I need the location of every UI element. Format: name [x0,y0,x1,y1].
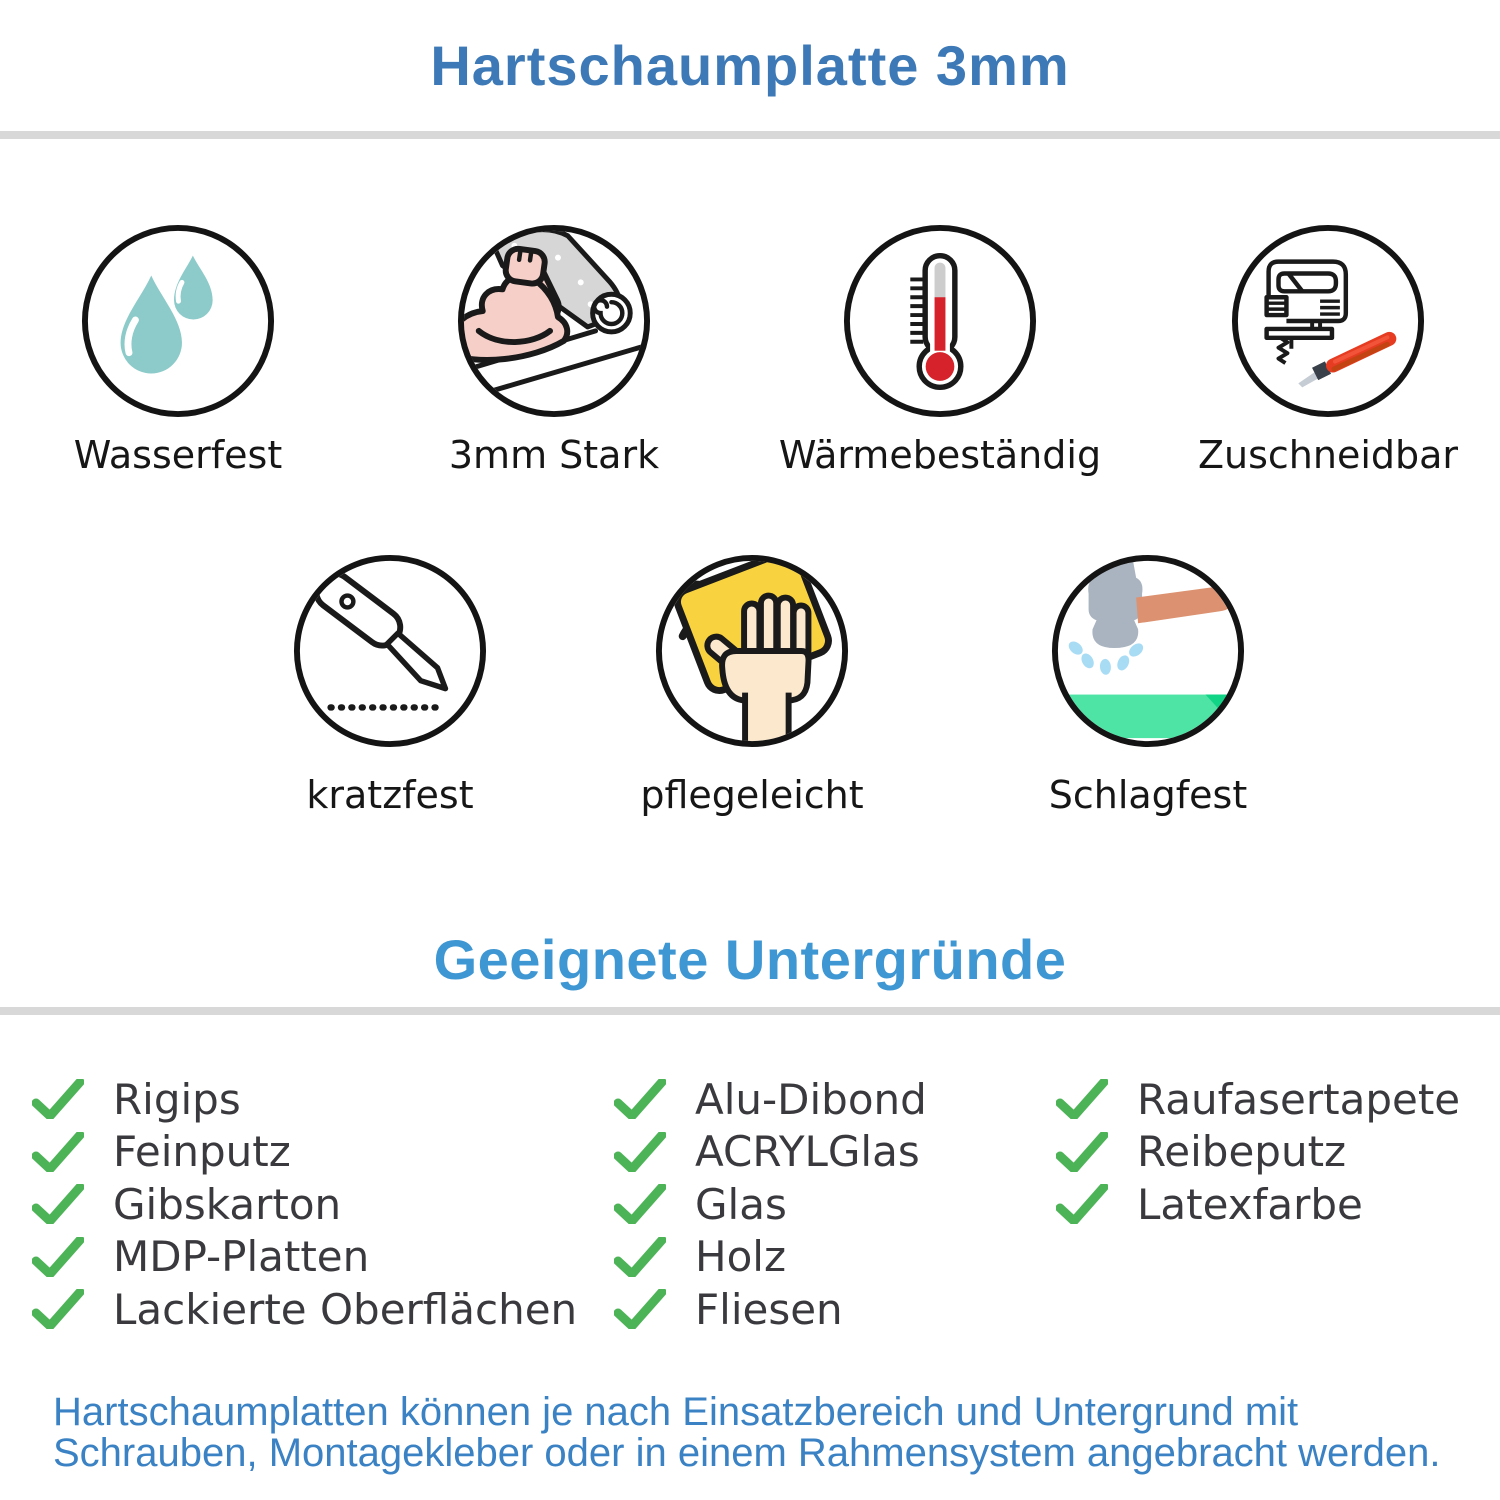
list-item [32,1283,577,1336]
substrate-column-3 [1056,1073,1460,1231]
list-item-label: Fliesen [695,1284,843,1334]
check-icon [1056,1184,1108,1224]
check-icon [1056,1079,1108,1119]
check-icon [32,1237,84,1277]
muscle-arm-icon [455,222,653,420]
list-item-label: Reibeputz [1137,1127,1347,1177]
list-item-label: Feinputz [113,1127,291,1177]
utility-knife-icon [291,552,489,750]
feature-label: kratzfest [306,773,474,817]
divider-top [0,131,1500,139]
cleaning-hand-icon [653,552,851,750]
thermometer-icon [841,222,1039,420]
list-item-label: Glas [695,1179,787,1229]
list-item-label: Alu-Dibond [695,1074,927,1124]
check-icon [614,1132,666,1172]
list-item [32,1126,577,1179]
list-item-label: MDP-Platten [113,1232,370,1282]
check-icon [32,1132,84,1172]
list-item-label: Raufasertapete [1137,1074,1461,1124]
section-title: Geeignete Untergründe [433,928,1067,991]
water-drops-icon [79,222,277,420]
list-item [614,1073,927,1126]
list-item [1056,1073,1460,1126]
list-item [1056,1126,1460,1179]
list-item [614,1231,927,1284]
jigsaw-icon [1229,222,1427,420]
check-icon [614,1184,666,1224]
list-item-label: ACRYLGlas [695,1127,920,1177]
divider-middle [0,1007,1500,1015]
hammer-icon [1049,552,1247,750]
substrate-column-1 [32,1073,577,1336]
list-item-label: Holz [695,1232,786,1282]
check-icon [32,1184,84,1224]
list-item [614,1283,927,1336]
list-item [32,1231,577,1284]
list-item-label: Lackierte Oberflächen [113,1284,578,1334]
feature-label: Wärmebeständig [778,433,1102,477]
check-icon [614,1079,666,1119]
feature-label: Zuschneidbar [1197,433,1459,477]
footer-note [53,1392,1440,1473]
list-item-label: Latexfarbe [1137,1179,1363,1229]
feature-label: Schlagfest [1048,773,1248,817]
substrate-column-2 [614,1073,927,1336]
feature-label: 3mm Stark [448,433,660,477]
list-item-label: Rigips [113,1074,241,1124]
feature-label: Wasserfest [73,433,283,477]
list-item [1056,1178,1460,1231]
list-item [614,1126,927,1179]
footer-line-2: Schrauben, Montagekleber oder in einem Rahmensystem angebracht werden. [53,1430,1441,1475]
footer-line-1: Hartschaumplatten können je nach Einsatzbereich und Untergrund mit [53,1390,1299,1434]
list-item [32,1073,577,1126]
check-icon [614,1289,666,1329]
list-item-label: Gibskarton [113,1179,342,1229]
check-icon [1056,1132,1108,1172]
page-title: Hartschaumplatte 3mm [430,34,1070,97]
check-icon [32,1289,84,1329]
list-item [32,1178,577,1231]
list-item [614,1178,927,1231]
feature-label: pflegeleicht [640,773,864,817]
check-icon [614,1237,666,1277]
check-icon [32,1079,84,1119]
